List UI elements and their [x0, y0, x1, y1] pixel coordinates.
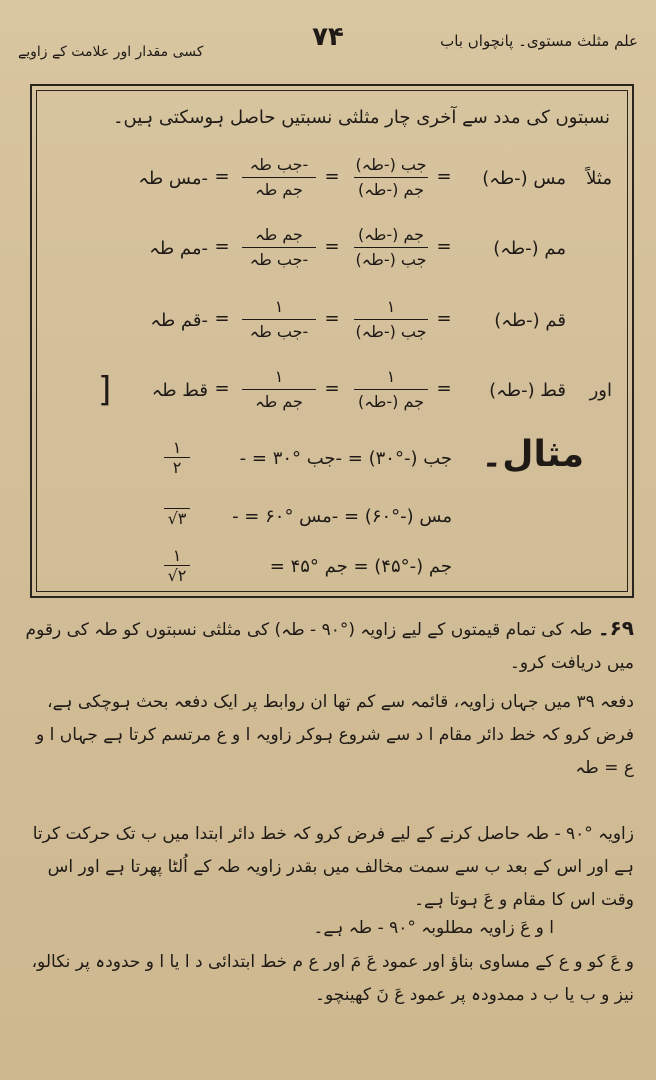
fraction [236, 154, 322, 201]
equation-lhs: مس (-طہ) [482, 168, 566, 189]
equation-rhs: -قم طہ [150, 310, 208, 331]
example-expression: جب (-°۳۰) = -جب °۳۰ = - [239, 448, 452, 469]
boxed-section [30, 84, 634, 598]
example-row [152, 436, 452, 484]
fraction-denominator: جب (-طہ) [355, 322, 427, 341]
fraction-numerator: ۱ [172, 438, 182, 457]
fraction-bar [242, 177, 316, 178]
example-expression: جم (-°۴۵) = جم °۴۵ = [269, 556, 452, 577]
equation-rhs: قط طہ [151, 380, 208, 401]
equals-sign: = [214, 236, 230, 257]
equation-lead: مثلاً [586, 168, 612, 189]
paragraph: و عَ کو و ع کے مساوی بناؤ اور عمود عَ مَ اور ع م خط ابتدائی د ا یا ا و حدودہ پر نکالو، نیز و ب یا ب د ممدودہ پر عمود عَ نَ کھینچو۔ [31, 952, 634, 1005]
fraction-denominator: جم (-طہ) [358, 180, 424, 199]
equation-row [92, 222, 612, 282]
fraction-bar [354, 319, 428, 320]
example-row [152, 544, 452, 592]
radical-value: ۳√ [164, 508, 191, 528]
fraction [348, 154, 434, 201]
equals-sign: = [324, 378, 340, 399]
section-69-heading [22, 612, 634, 680]
fraction-bar [242, 389, 316, 390]
fraction-numerator: ۱ [386, 297, 396, 316]
paragraph: ا و عَ زاویہ مطلوبہ °۹۰ - طہ ہے۔ [313, 918, 554, 938]
example-result-radical [152, 496, 202, 528]
fraction-bar [354, 389, 428, 390]
fraction [348, 366, 434, 413]
fraction-denominator: جم (-طہ) [358, 392, 424, 411]
equals-sign: = [436, 236, 452, 257]
fraction-bar [242, 319, 316, 320]
example-expression: مس (-°۶۰) = -مس °۶۰ = - [232, 506, 452, 527]
example-label: مثال۔ [481, 434, 584, 475]
equals-sign: = [436, 308, 452, 329]
equals-sign: = [214, 308, 230, 329]
running-head-book: علم مثلث مستوی۔ پانچواں باب [440, 32, 638, 50]
equation-row [92, 364, 612, 424]
equals-sign: = [324, 308, 340, 329]
fraction-numerator: ۱ [274, 367, 284, 386]
page-number: ۷۴ [312, 22, 344, 52]
equals-sign: = [214, 166, 230, 187]
equals-sign: = [214, 378, 230, 399]
fraction-numerator: ۱ [172, 546, 182, 565]
equation-lhs: مم (-طہ) [493, 238, 566, 259]
fraction-denominator: جم طہ [255, 180, 303, 199]
running-head-chapter: کسی مقدار اور علامت کے زاویے [18, 44, 204, 60]
fraction-denominator: جب (-طہ) [355, 250, 427, 269]
equals-sign: = [324, 236, 340, 257]
closing-bracket: [ [98, 370, 112, 410]
equals-sign: = [324, 166, 340, 187]
equation-rhs: -مس طہ [138, 168, 208, 189]
fraction [348, 296, 434, 343]
fraction [236, 224, 322, 271]
fraction-denominator: ۲√ [167, 566, 187, 585]
fraction [236, 296, 322, 343]
equals-sign: = [436, 166, 452, 187]
fraction-bar [242, 247, 316, 248]
fraction-numerator: جب (-طہ) [355, 155, 427, 174]
fraction-numerator: ۱ [274, 297, 284, 316]
box-intro-text: نسبتوں کی مدد سے آخری چار مثلثی نسبتیں حاصل ہوسکتی ہیں۔ [112, 107, 610, 128]
section-problem-text: طہ کی تمام قیمتوں کے لیے زاویہ (°۹۰ - طہ) کی مثلثی نسبتوں کو طہ کی رقوم میں دریافت کرو۔ [25, 620, 634, 673]
page-header [18, 22, 638, 64]
fraction [348, 224, 434, 271]
equation-lhs: قط (-طہ) [489, 380, 566, 401]
fraction-bar [354, 177, 428, 178]
equation-lhs: قم (-طہ) [494, 310, 566, 331]
equation-row [92, 152, 612, 212]
fraction-numerator: جم طہ [255, 225, 303, 244]
fraction [236, 366, 322, 413]
fraction-denominator: -جب طہ [249, 322, 309, 341]
example-row [152, 494, 452, 542]
equation-lead: اور [589, 380, 612, 401]
example-result-fraction [152, 438, 202, 477]
fraction-bar [354, 247, 428, 248]
equation-rhs: -مم طہ [149, 238, 208, 259]
paragraph: دفعہ ۳۹ میں جہاں زاویہ، قائمہ سے کم تھا ان روابط پر ایک دفعہ بحث ہوچکی ہے، فرض کرو کہ خط دائر مقام ا د سے شروع ہوکر زاویہ ا و ع مرتسم کرتا ہے جہاں ا و ع = طہ [35, 692, 634, 778]
fraction-numerator: ۱ [386, 367, 396, 386]
fraction-denominator: ۲ [172, 458, 182, 477]
equation-row [92, 294, 612, 354]
fraction-denominator: -جب طہ [249, 250, 309, 269]
fraction-denominator: جم طہ [255, 392, 303, 411]
equals-sign: = [436, 378, 452, 399]
fraction-numerator: جم (-طہ) [358, 225, 424, 244]
example-result-fraction [152, 546, 202, 585]
paragraph: زاویہ °۹۰ - طہ حاصل کرنے کے لیے فرض کرو کہ خط دائر ابتدا میں ب تک حرکت کرتا ہے اور اس کے بعد ب سے سمت مخالف میں بقدر زاویہ طہ کے اُلٹا پھرتا ہے اور اس وقت اس کا مقام و عَ ہوتا ہے۔ [32, 824, 634, 910]
fraction-numerator: -جب طہ [249, 155, 309, 174]
section-number: ۶۹۔ [597, 616, 634, 640]
